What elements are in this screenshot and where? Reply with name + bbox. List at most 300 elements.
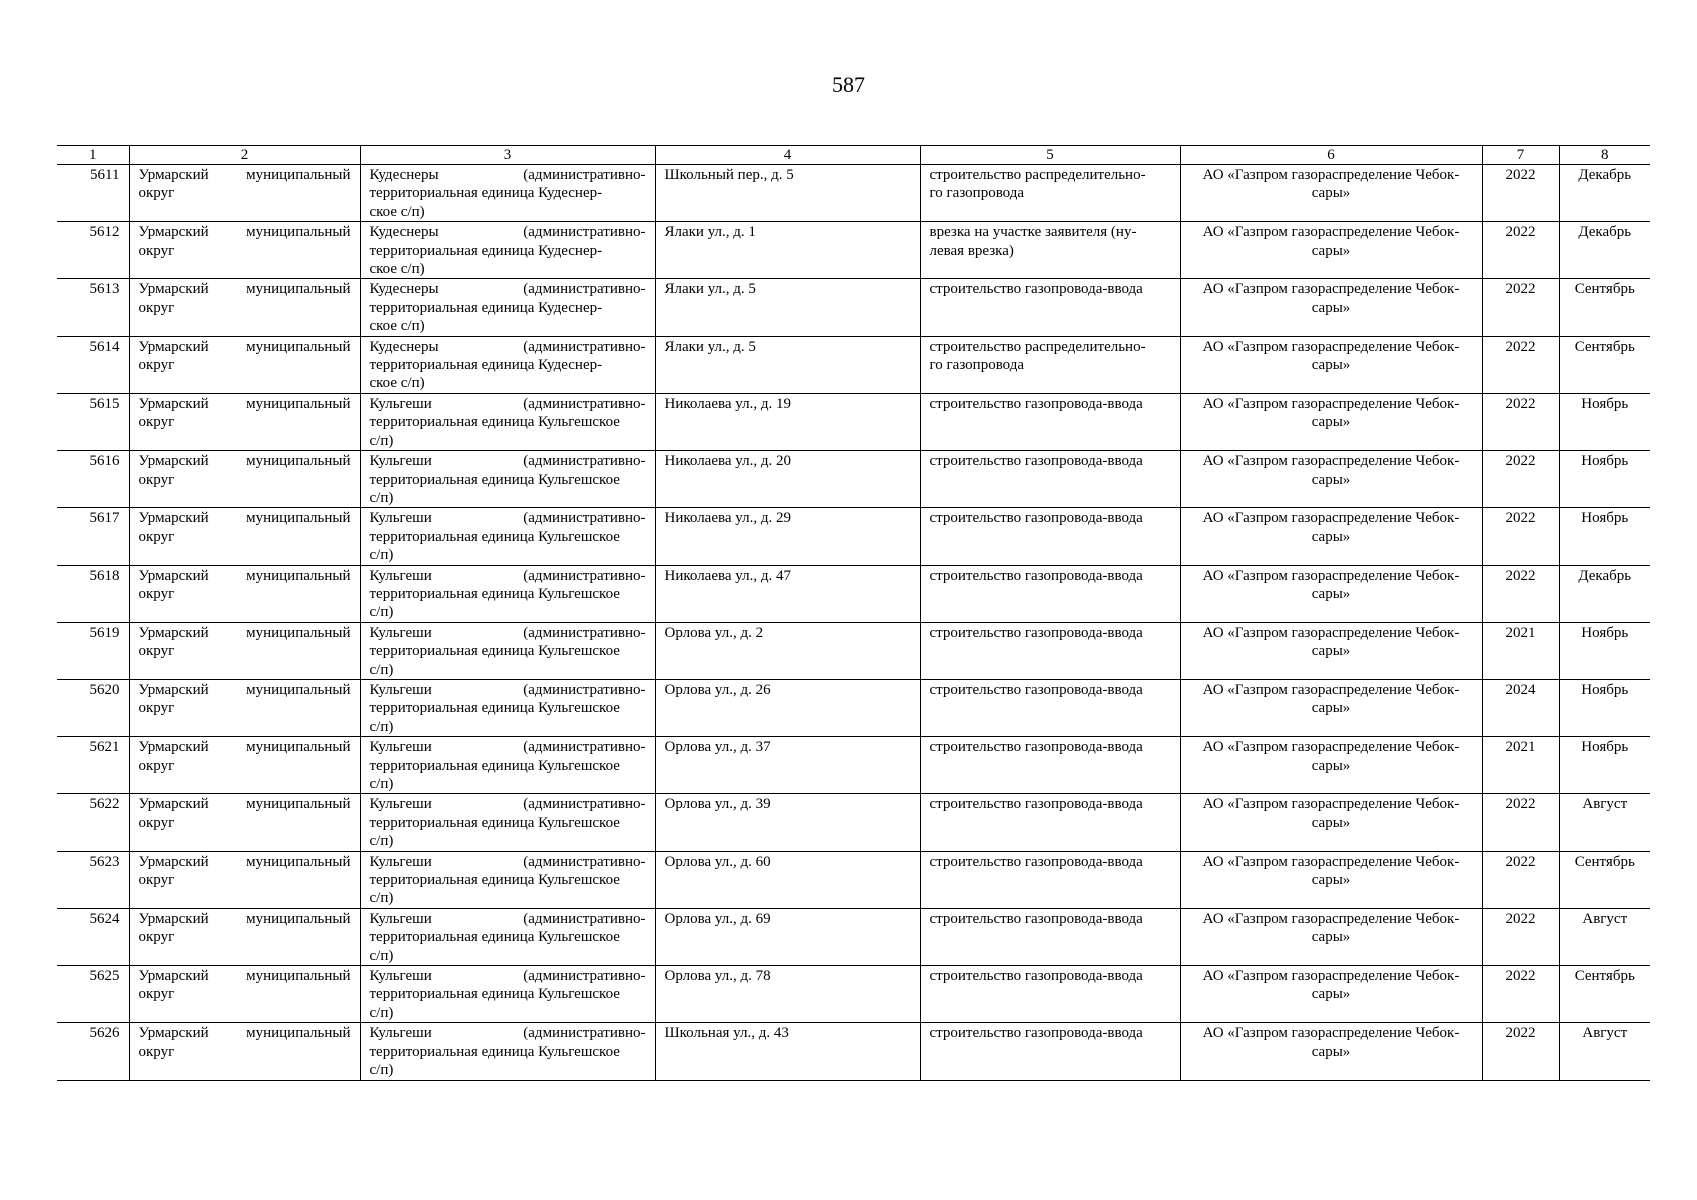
district-name: Урмарский [138, 567, 209, 584]
district-type-cont: округ [138, 643, 175, 660]
district-type: муниципальный [246, 510, 351, 527]
address-text: Орлова ул., д. 69 [664, 910, 771, 927]
district-type-cont: округ [138, 872, 175, 889]
settlement-cell [360, 679, 655, 736]
address-cell [655, 908, 920, 965]
work-type-line2: го газопровода [929, 185, 1025, 202]
district-name: Урмарский [138, 281, 209, 298]
district-type-cont: округ [138, 357, 175, 374]
settlement-line [370, 280, 646, 298]
row-number [57, 679, 129, 736]
organization-line1: АО «Газпром газораспределение Чебок- [1202, 853, 1460, 870]
organization-line2: сары» [1311, 757, 1351, 774]
settlement-cell [360, 565, 655, 622]
work-type-line1: строительство газопровода-ввода [929, 739, 1143, 756]
month-cell [1559, 794, 1650, 851]
column-header: 6 [1180, 146, 1482, 165]
district-name: Урмарский [138, 395, 209, 412]
district-type-cont: округ [138, 528, 175, 545]
organization-line2: сары» [1311, 700, 1351, 717]
settlement-desc-cont: территориальная единица Кудеснер- [369, 242, 603, 259]
organization-line2: сары» [1311, 929, 1351, 946]
district-type: муниципальный [246, 224, 351, 241]
year-text: 2022 [1505, 968, 1536, 985]
settlement-desc: (административно- [523, 681, 646, 698]
year-cell [1482, 851, 1559, 908]
settlement-cell [360, 451, 655, 508]
settlement-desc: (административно- [523, 167, 646, 183]
settlement-desc-end: с/п) [369, 718, 394, 735]
district-line [139, 910, 351, 928]
address-text: Николаева ул., д. 19 [664, 395, 791, 412]
page-number: 587 [832, 72, 865, 97]
organization-line2: сары» [1311, 528, 1351, 545]
organization-line2: сары» [1311, 471, 1351, 488]
settlement-line [370, 967, 646, 985]
row-number-text: 5623 [89, 853, 120, 870]
settlement-desc-end: ское с/п) [369, 261, 425, 278]
settlement-name: Кульгеши [369, 796, 432, 813]
settlement-desc-cont: территориальная единица Кульгешское [369, 986, 620, 1003]
district-type-cont: округ [138, 414, 175, 431]
settlement-desc-end: с/п) [369, 1062, 394, 1079]
settlement-desc-end: ское с/п) [369, 375, 425, 392]
district-type: муниципальный [246, 910, 351, 927]
address-text: Школьная ул., д. 43 [664, 1025, 789, 1042]
year-text: 2022 [1505, 395, 1536, 412]
organization-line1: АО «Газпром газораспределение Чебок- [1202, 510, 1460, 527]
settlement-cell [360, 393, 655, 450]
address-cell [655, 851, 920, 908]
settlement-desc-end: с/п) [369, 432, 394, 449]
address-cell [655, 222, 920, 279]
settlement-cell [360, 1023, 655, 1080]
organization-cell [1180, 565, 1482, 622]
month-cell [1559, 451, 1650, 508]
year-text: 2021 [1505, 739, 1536, 756]
district-type: муниципальный [246, 796, 351, 813]
settlement-desc-cont: территориальная единица Кульгешское [369, 872, 620, 889]
address-cell [655, 737, 920, 794]
work-type-line1: строительство газопровода-ввода [929, 281, 1143, 298]
row-number-text: 5617 [89, 510, 120, 527]
table-row [57, 908, 1650, 965]
settlement-line [370, 395, 646, 413]
row-number-text: 5615 [89, 395, 120, 412]
settlement-name: Кульгеши [369, 681, 432, 698]
row-number [57, 336, 129, 393]
organization-line2: сары» [1311, 357, 1351, 374]
organization-line2: сары» [1311, 414, 1351, 431]
settlement-desc: (административно- [523, 968, 646, 985]
month-text: Сентябрь [1574, 338, 1635, 355]
organization-cell [1180, 1023, 1482, 1080]
table-row [57, 165, 1650, 222]
year-cell [1482, 222, 1559, 279]
month-cell [1559, 679, 1650, 736]
work-type-cell [920, 737, 1180, 794]
settlement-cell [360, 851, 655, 908]
district-line [139, 452, 351, 470]
settlement-desc-end: с/п) [369, 489, 394, 506]
address-text: Николаева ул., д. 47 [664, 567, 791, 584]
month-cell [1559, 966, 1650, 1023]
organization-line1: АО «Газпром газораспределение Чебок- [1202, 681, 1460, 698]
municipal-district-cell [129, 1023, 360, 1080]
row-number [57, 451, 129, 508]
address-cell [655, 336, 920, 393]
organization-line1: АО «Газпром газораспределение Чебок- [1202, 796, 1460, 813]
year-text: 2022 [1505, 167, 1536, 183]
settlement-name: Кульгеши [369, 567, 432, 584]
table-row [57, 737, 1650, 794]
column-number-row [57, 146, 1650, 165]
column-header: 7 [1482, 146, 1559, 165]
settlement-cell [360, 908, 655, 965]
register-table [57, 145, 1650, 1081]
district-type: муниципальный [246, 167, 351, 183]
settlement-desc-end: с/п) [369, 661, 394, 678]
year-text: 2022 [1505, 796, 1536, 813]
district-line [139, 681, 351, 699]
settlement-line [370, 624, 646, 642]
organization-cell [1180, 737, 1482, 794]
organization-line2: сары» [1311, 814, 1351, 831]
district-type: муниципальный [246, 395, 351, 412]
district-type-cont: округ [138, 986, 175, 1003]
address-cell [655, 679, 920, 736]
year-cell [1482, 565, 1559, 622]
district-type-cont: округ [138, 757, 175, 774]
table-row [57, 679, 1650, 736]
table-row [57, 966, 1650, 1023]
district-name: Урмарский [138, 681, 209, 698]
district-name: Урмарский [138, 739, 209, 756]
address-cell [655, 165, 920, 222]
work-type-cell [920, 794, 1180, 851]
district-line [139, 223, 351, 241]
settlement-desc-end: ское с/п) [369, 318, 425, 335]
year-text: 2022 [1505, 910, 1536, 927]
municipal-district-cell [129, 851, 360, 908]
work-type-cell [920, 1023, 1180, 1080]
organization-cell [1180, 393, 1482, 450]
table-row [57, 279, 1650, 336]
organization-cell [1180, 622, 1482, 679]
district-type-cont: округ [138, 814, 175, 831]
organization-cell [1180, 279, 1482, 336]
table-row [57, 622, 1650, 679]
address-text: Орлова ул., д. 37 [664, 739, 771, 756]
settlement-desc-cont: территориальная единица Кульгешское [369, 585, 620, 602]
table-row [57, 222, 1650, 279]
settlement-desc-end: с/п) [369, 547, 394, 564]
settlement-cell [360, 279, 655, 336]
settlement-name: Кульгеши [369, 395, 432, 412]
settlement-desc-cont: территориальная единица Кульгешское [369, 528, 620, 545]
settlement-name: Кульгеши [369, 853, 432, 870]
district-name: Урмарский [138, 224, 209, 241]
address-text: Орлова ул., д. 26 [664, 681, 771, 698]
year-cell [1482, 622, 1559, 679]
address-cell [655, 966, 920, 1023]
row-number [57, 565, 129, 622]
month-text: Август [1582, 910, 1628, 927]
month-cell [1559, 279, 1650, 336]
organization-line2: сары» [1311, 1043, 1351, 1060]
district-name: Урмарский [138, 167, 209, 183]
organization-line1: АО «Газпром газораспределение Чебок- [1202, 167, 1460, 183]
organization-line1: АО «Газпром газораспределение Чебок- [1202, 910, 1460, 927]
settlement-desc-cont: территориальная единица Кудеснер- [369, 185, 603, 202]
month-cell [1559, 565, 1650, 622]
settlement-name: Кудеснеры [369, 224, 439, 241]
work-type-cell [920, 851, 1180, 908]
settlement-line [370, 509, 646, 527]
organization-line1: АО «Газпром газораспределение Чебок- [1202, 968, 1460, 985]
district-type-cont: округ [138, 471, 175, 488]
month-text: Декабрь [1578, 567, 1632, 584]
district-line [139, 738, 351, 756]
month-text: Ноябрь [1581, 510, 1629, 527]
settlement-desc-end: с/п) [369, 776, 394, 792]
district-name: Урмарский [138, 510, 209, 527]
settlement-desc-cont: территориальная единица Кульгешское [369, 700, 620, 717]
table-row [57, 565, 1650, 622]
address-cell [655, 451, 920, 508]
month-cell [1559, 508, 1650, 565]
district-name: Урмарский [138, 338, 209, 355]
organization-cell [1180, 908, 1482, 965]
table-row [57, 451, 1650, 508]
organization-line2: сары» [1311, 872, 1351, 889]
year-cell [1482, 508, 1559, 565]
row-number-text: 5626 [89, 1025, 120, 1042]
settlement-desc-end: с/п) [369, 604, 394, 621]
settlement-desc: (административно- [523, 395, 646, 412]
district-type: муниципальный [246, 681, 351, 698]
work-type-line1: строительство газопровода-ввода [929, 796, 1143, 813]
organization-cell [1180, 966, 1482, 1023]
district-line [139, 338, 351, 356]
organization-line1: АО «Газпром газораспределение Чебок- [1202, 453, 1460, 470]
row-number [57, 222, 129, 279]
year-cell [1482, 336, 1559, 393]
municipal-district-cell [129, 279, 360, 336]
settlement-desc-end: с/п) [369, 947, 394, 964]
year-cell [1482, 451, 1559, 508]
settlement-line [370, 738, 646, 756]
organization-line2: сары» [1311, 185, 1351, 202]
table-row [57, 1023, 1650, 1080]
work-type-cell [920, 279, 1180, 336]
work-type-line1: строительство газопровода-ввода [929, 1025, 1143, 1042]
district-type-cont: округ [138, 185, 175, 202]
settlement-line [370, 452, 646, 470]
settlement-desc-cont: территориальная единица Кульгешское [369, 643, 620, 660]
district-type-cont: округ [138, 1043, 175, 1060]
address-text: Орлова ул., д. 2 [664, 624, 764, 641]
work-type-line1: строительство газопровода-ввода [929, 510, 1143, 527]
settlement-name: Кульгеши [369, 624, 432, 641]
settlement-desc-cont: территориальная единица Кульгешское [369, 757, 620, 774]
organization-line1: АО «Газпром газораспределение Чебок- [1202, 739, 1460, 756]
work-type-line1: строительство газопровода-ввода [929, 453, 1143, 470]
year-cell [1482, 908, 1559, 965]
work-type-line1: строительство газопровода-ввода [929, 681, 1143, 698]
column-header: 8 [1559, 146, 1650, 165]
column-header: 2 [129, 146, 360, 165]
district-type: муниципальный [246, 624, 351, 641]
organization-line2: сары» [1311, 299, 1351, 316]
month-text: Ноябрь [1581, 395, 1629, 412]
settlement-desc: (административно- [523, 910, 646, 927]
district-line [139, 567, 351, 585]
organization-line2: сары» [1311, 242, 1351, 259]
district-line [139, 624, 351, 642]
district-type: муниципальный [246, 853, 351, 870]
work-type-cell [920, 966, 1180, 1023]
municipal-district-cell [129, 908, 360, 965]
organization-cell [1180, 222, 1482, 279]
municipal-district-cell [129, 451, 360, 508]
settlement-name: Кудеснеры [369, 167, 439, 183]
work-type-cell [920, 508, 1180, 565]
settlement-line [370, 681, 646, 699]
row-number-text: 5622 [89, 796, 120, 813]
month-text: Декабрь [1578, 224, 1632, 241]
month-text: Сентябрь [1574, 281, 1635, 298]
work-type-cell [920, 622, 1180, 679]
settlement-line [370, 795, 646, 813]
district-type: муниципальный [246, 739, 351, 756]
month-cell [1559, 222, 1650, 279]
table-row [57, 336, 1650, 393]
municipal-district-cell [129, 622, 360, 679]
address-text: Ялаки ул., д. 5 [664, 281, 756, 298]
row-number [57, 737, 129, 794]
organization-line1: АО «Газпром газораспределение Чебок- [1202, 338, 1460, 355]
row-number-text: 5616 [89, 453, 120, 470]
work-type-line1: строительство газопровода-ввода [929, 567, 1143, 584]
municipal-district-cell [129, 508, 360, 565]
settlement-cell [360, 737, 655, 794]
work-type-cell [920, 222, 1180, 279]
work-type-cell [920, 393, 1180, 450]
column-header: 5 [920, 146, 1180, 165]
month-text: Ноябрь [1581, 681, 1629, 698]
row-number-text: 5613 [89, 281, 120, 298]
address-text: Николаева ул., д. 20 [664, 453, 791, 470]
settlement-desc-end: ское с/п) [369, 203, 425, 220]
district-line [139, 509, 351, 527]
work-type-cell [920, 165, 1180, 222]
settlement-desc: (административно- [523, 453, 646, 470]
column-header: 3 [360, 146, 655, 165]
work-type-line1: строительство газопровода-ввода [929, 624, 1143, 641]
address-text: Орлова ул., д. 39 [664, 796, 771, 813]
settlement-line [370, 338, 646, 356]
month-text: Сентябрь [1574, 968, 1635, 985]
row-number-text: 5621 [89, 739, 120, 756]
row-number [57, 1023, 129, 1080]
address-cell [655, 393, 920, 450]
month-text: Ноябрь [1581, 739, 1629, 756]
organization-line2: сары» [1311, 643, 1351, 660]
district-type: муниципальный [246, 338, 351, 355]
settlement-name: Кульгеши [369, 510, 432, 527]
district-type-cont: округ [138, 242, 175, 259]
district-line [139, 853, 351, 871]
row-number [57, 165, 129, 222]
settlement-desc-end: с/п) [369, 1004, 394, 1021]
month-text: Август [1582, 796, 1628, 813]
row-number [57, 794, 129, 851]
settlement-desc-cont: территориальная единица Кудеснер- [369, 299, 603, 316]
municipal-district-cell [129, 737, 360, 794]
district-line [139, 1024, 351, 1042]
row-number [57, 966, 129, 1023]
district-line [139, 967, 351, 985]
district-line [139, 395, 351, 413]
year-text: 2022 [1505, 853, 1536, 870]
address-cell [655, 508, 920, 565]
year-text: 2022 [1505, 453, 1536, 470]
district-name: Урмарский [138, 910, 209, 927]
district-type-cont: округ [138, 700, 175, 717]
address-cell [655, 1023, 920, 1080]
settlement-desc-cont: территориальная единица Кульгешское [369, 414, 620, 431]
district-type-cont: округ [138, 585, 175, 602]
month-cell [1559, 1023, 1650, 1080]
settlement-cell [360, 165, 655, 222]
district-name: Урмарский [138, 1025, 209, 1042]
address-text: Николаева ул., д. 29 [664, 510, 791, 527]
year-text: 2022 [1505, 510, 1536, 527]
settlement-desc: (административно- [523, 624, 646, 641]
month-text: Сентябрь [1574, 853, 1635, 870]
row-number [57, 508, 129, 565]
year-text: 2022 [1505, 224, 1536, 241]
work-type-line2: го газопровода [929, 357, 1025, 374]
address-text: Орлова ул., д. 78 [664, 968, 771, 985]
year-text: 2022 [1505, 567, 1536, 584]
month-text: Ноябрь [1581, 624, 1629, 641]
district-name: Урмарский [138, 853, 209, 870]
year-text: 2022 [1505, 1025, 1536, 1042]
settlement-name: Кудеснеры [369, 338, 439, 355]
settlement-line [370, 853, 646, 871]
district-name: Урмарский [138, 968, 209, 985]
settlement-name: Кульгеши [369, 453, 432, 470]
settlement-desc-cont: территориальная единица Кульгешское [369, 1043, 620, 1060]
organization-cell [1180, 336, 1482, 393]
year-cell [1482, 966, 1559, 1023]
month-cell [1559, 851, 1650, 908]
address-text: Ялаки ул., д. 5 [664, 338, 756, 355]
work-type-cell [920, 451, 1180, 508]
address-cell [655, 794, 920, 851]
municipal-district-cell [129, 336, 360, 393]
settlement-name: Кульгеши [369, 739, 432, 756]
address-cell [655, 565, 920, 622]
work-type-line1: строительство распределительно- [929, 338, 1146, 355]
work-type-line1: строительство газопровода-ввода [929, 910, 1143, 927]
district-type-cont: округ [138, 929, 175, 946]
organization-line1: АО «Газпром газораспределение Чебок- [1202, 624, 1460, 641]
settlement-name: Кульгеши [369, 968, 432, 985]
organization-line2: сары» [1311, 585, 1351, 602]
